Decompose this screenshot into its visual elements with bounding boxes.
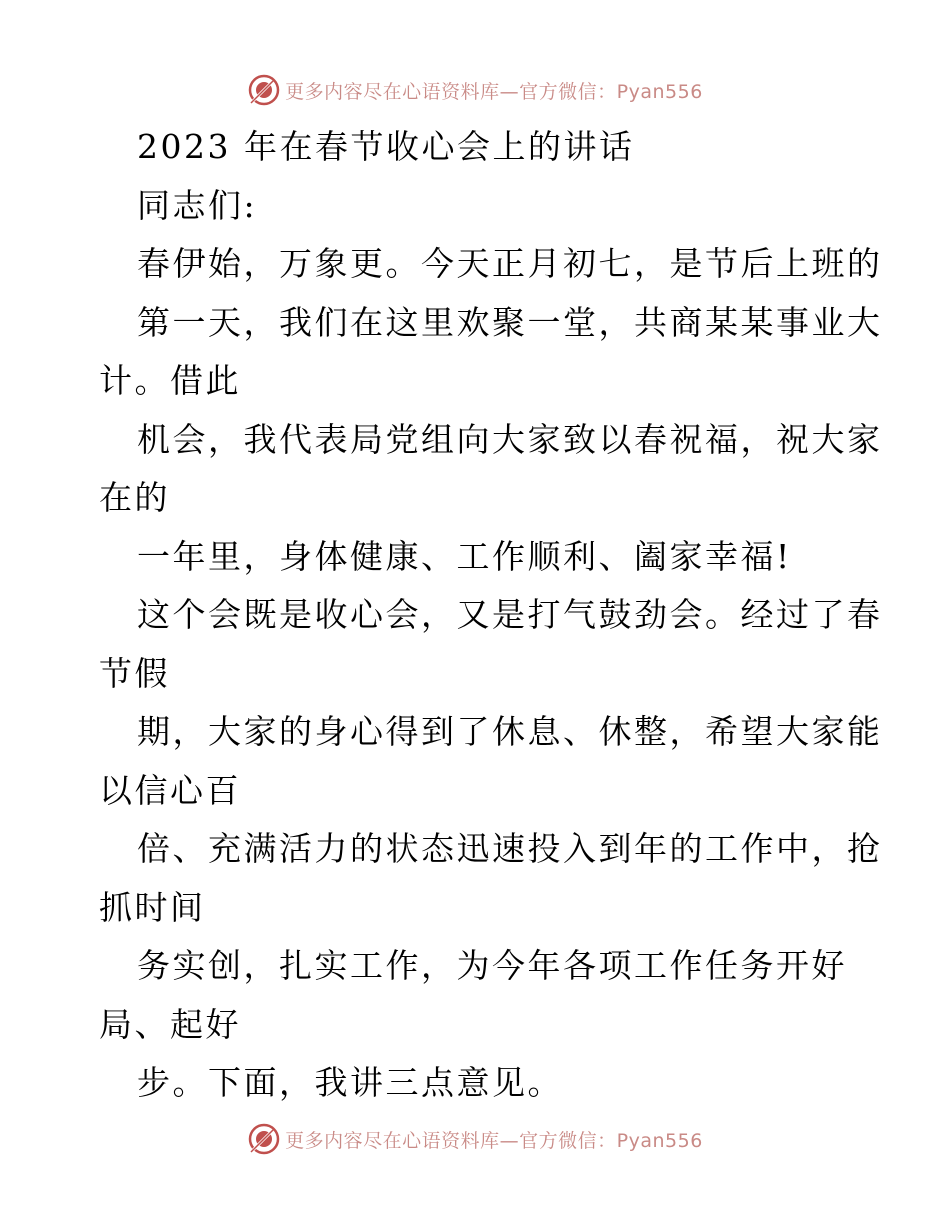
text-line: 期，大家的身心得到了休息、休整，希望大家能 xyxy=(137,712,883,751)
document-title: 2023 年在春节收心会上的讲话 xyxy=(137,127,635,166)
watermark-text: 更多内容尽在心语资料库—官方微信：Pyan556 xyxy=(285,80,703,103)
pen-logo-icon xyxy=(247,1122,281,1156)
text-line: 这个会既是收心会，又是打气鼓劲会。经过了春 xyxy=(137,595,883,634)
text-line: 第一天，我们在这里欢聚一堂，共商某某事业大 xyxy=(137,303,883,342)
text-line: 春伊始，万象更。今天正月初七，是节后上班的 xyxy=(137,244,883,283)
text-line: 节假 xyxy=(99,654,170,693)
pen-logo-icon xyxy=(247,73,281,107)
text-line: 抓时间 xyxy=(99,888,206,927)
salutation: 同志们: xyxy=(137,186,258,225)
header-watermark xyxy=(0,70,950,110)
text-line: 在的 xyxy=(99,478,170,517)
text-line: 以信心百 xyxy=(99,771,241,810)
footer-watermark xyxy=(0,1119,950,1159)
text-line: 务实创，扎实工作，为今年各项工作任务开好 xyxy=(137,946,847,985)
text-line: 一年里，身体健康、工作顺利、阖家幸福! xyxy=(137,537,792,576)
text-line: 步。下面，我讲三点意见。 xyxy=(137,1063,563,1102)
text-line: 倍、充满活力的状态迅速投入到年的工作中，抢 xyxy=(137,829,883,868)
text-line: 计。借此 xyxy=(99,361,241,400)
text-line: 机会，我代表局党组向大家致以春祝福，祝大家 xyxy=(137,420,883,459)
watermark-text: 更多内容尽在心语资料库—官方微信：Pyan556 xyxy=(285,1129,703,1152)
text-line: 局、起好 xyxy=(99,1005,241,1044)
